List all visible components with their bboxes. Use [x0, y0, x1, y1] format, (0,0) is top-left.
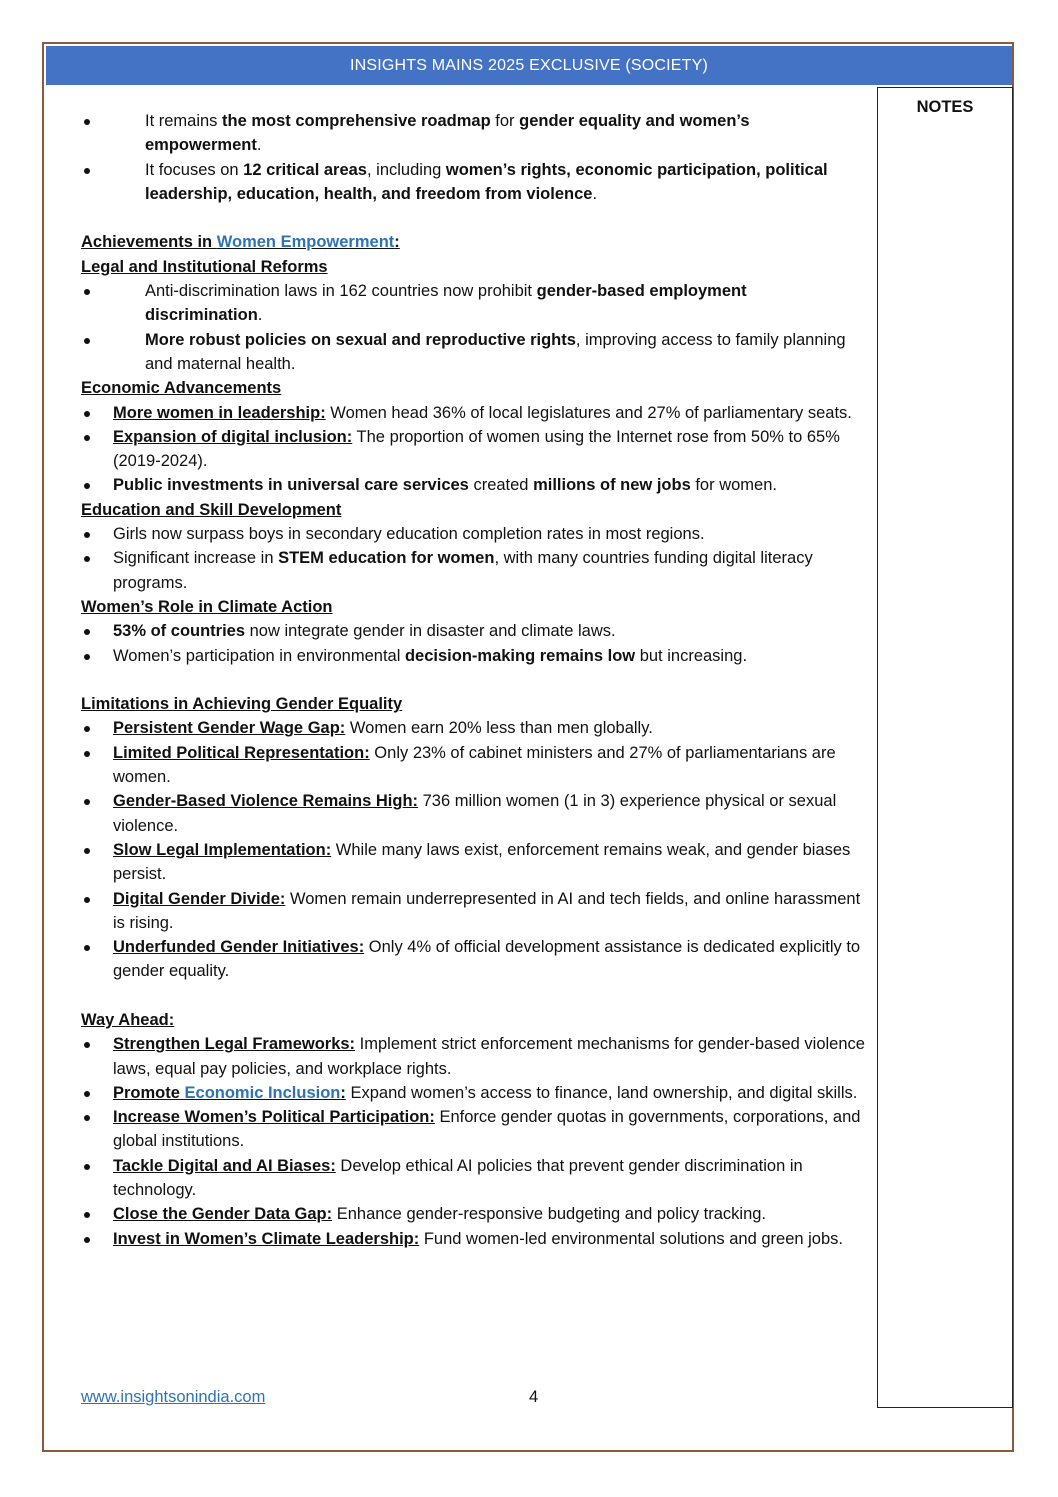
economic-inclusion-link[interactable]: Economic Inclusion — [184, 1083, 341, 1102]
women-empowerment-link[interactable]: Women Empowerment — [216, 233, 395, 252]
bullet-icon — [84, 168, 90, 174]
list-item: 53% of countries now integrate gender in disaster and climate laws. — [81, 619, 866, 643]
notes-title: NOTES — [916, 98, 974, 116]
main-content — [81, 109, 866, 1251]
legal-reforms-heading: Legal and Institutional Reforms — [81, 257, 328, 276]
bullet-icon — [84, 1091, 90, 1097]
list-item: Strengthen Legal Frameworks: Implement strict enforcement mechanisms for gender-based violence laws, equal pay policies, and workplace rights. — [81, 1032, 866, 1081]
economic-list — [81, 401, 866, 498]
bullet-icon — [84, 411, 90, 417]
bullet-icon — [84, 289, 90, 295]
list-item: Anti-discrimination laws in 162 countries now prohibit gender-based employment discrimination. — [81, 279, 866, 328]
bullet-icon — [84, 1042, 90, 1048]
bullet-icon — [84, 483, 90, 489]
bullet-icon — [84, 848, 90, 854]
notes-column — [877, 87, 1013, 1408]
bullet-icon — [84, 1212, 90, 1218]
way-ahead-list — [81, 1032, 866, 1251]
bullet-icon — [84, 726, 90, 732]
list-item: It remains the most comprehensive roadmap for gender equality and women’s empowerment. — [81, 109, 866, 158]
education-heading: Education and Skill Development — [81, 500, 342, 519]
bullet-icon — [84, 654, 90, 660]
climate-heading: Women’s Role in Climate Action — [81, 597, 333, 616]
list-item: Underfunded Gender Initiatives: Only 4% of official development assistance is dedicated explicitly to gender equality. — [81, 935, 866, 984]
bullet-icon — [84, 119, 90, 125]
legal-reforms-list — [81, 279, 866, 376]
list-item: Promote Economic Inclusion: Expand women’s access to finance, land ownership, and digital skills. — [81, 1081, 866, 1105]
bullet-icon — [84, 799, 90, 805]
list-item: Expansion of digital inclusion: The proportion of women using the Internet rose from 50% to 65% (2019-2024). — [81, 425, 866, 474]
bullet-icon — [84, 629, 90, 635]
list-item: Increase Women’s Political Participation: Enforce gender quotas in governments, corporations, and global institutions. — [81, 1105, 866, 1154]
education-list — [81, 522, 866, 595]
way-ahead-heading: Way Ahead: — [81, 1010, 175, 1029]
bullet-icon — [84, 435, 90, 441]
limitations-list — [81, 716, 866, 983]
bullet-icon — [84, 1115, 90, 1121]
achievements-heading: Achievements in Women Empowerment: — [81, 233, 400, 252]
list-item: More women in leadership: Women head 36% of local legislatures and 27% of parliamentary seats. — [81, 401, 866, 425]
list-item: It focuses on 12 critical areas, including women’s rights, economic participation, political leadership, education, health, and freedom from violence. — [81, 158, 866, 207]
bullet-icon — [84, 945, 90, 951]
list-item: Public investments in universal care services created millions of new jobs for women. — [81, 473, 866, 497]
list-item: Persistent Gender Wage Gap: Women earn 20% less than men globally. — [81, 716, 866, 740]
bullet-icon — [84, 532, 90, 538]
bullet-icon — [84, 897, 90, 903]
bullet-icon — [84, 338, 90, 344]
intro-list — [81, 109, 866, 206]
list-item: Slow Legal Implementation: While many laws exist, enforcement remains weak, and gender biases persist. — [81, 838, 866, 887]
list-item: Invest in Women’s Climate Leadership: Fund women-led environmental solutions and green jobs. — [81, 1227, 866, 1251]
list-item: Women’s participation in environmental decision-making remains low but increasing. — [81, 644, 866, 668]
list-item: Significant increase in STEM education for women, with many countries funding digital literacy programs. — [81, 546, 866, 595]
economic-heading: Economic Advancements — [81, 379, 282, 398]
list-item: Close the Gender Data Gap: Enhance gender-responsive budgeting and policy tracking. — [81, 1202, 866, 1226]
limitations-heading: Limitations in Achieving Gender Equality — [81, 695, 403, 714]
bullet-icon — [84, 751, 90, 757]
bullet-icon — [84, 1164, 90, 1170]
list-item: Limited Political Representation: Only 23% of cabinet ministers and 27% of parliamentarians are women. — [81, 741, 866, 790]
footer-website-link[interactable]: www.insightsonindia.com — [81, 1388, 266, 1406]
bullet-icon — [84, 1237, 90, 1243]
climate-list — [81, 619, 866, 668]
list-item: Girls now surpass boys in secondary education completion rates in most regions. — [81, 522, 866, 546]
page-number: 4 — [529, 1388, 539, 1406]
list-item: Gender-Based Violence Remains High: 736 million women (1 in 3) experience physical or sexual violence. — [81, 789, 866, 838]
list-item: More robust policies on sexual and reproductive rights, improving access to family planning and maternal health. — [81, 328, 866, 377]
header-title: INSIGHTS MAINS 2025 EXCLUSIVE (SOCIETY) — [46, 46, 1012, 85]
list-item: Tackle Digital and AI Biases: Develop ethical AI policies that prevent gender discrimination in technology. — [81, 1154, 866, 1203]
list-item: Digital Gender Divide: Women remain underrepresented in AI and tech fields, and online harassment is rising. — [81, 887, 866, 936]
bullet-icon — [84, 556, 90, 562]
